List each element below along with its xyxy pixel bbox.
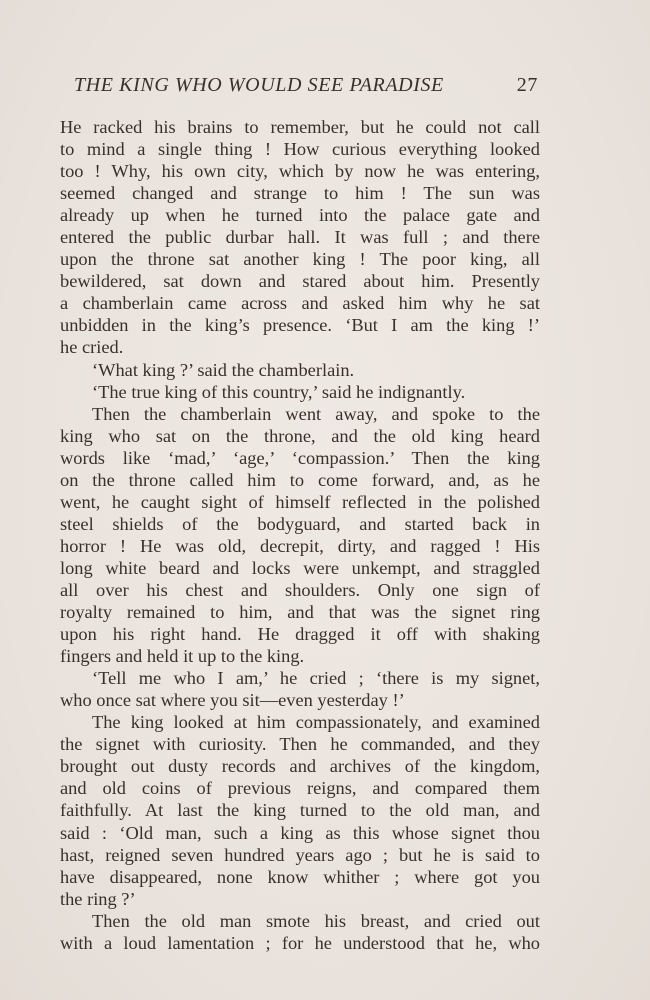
text-line: have disappeared, none know whither ; where got you [60,866,540,887]
text-line: said : ‘Old man, such a king as this whose signet thou [60,822,540,843]
text-line: fingers and held it up to the king. [60,646,305,667]
text-line: Then the chamberlain went away, and spoke to the [92,403,540,424]
text-line: went, he caught sight of himself reflected in the polished [60,491,540,512]
text-line: on the throne called him to come forward, and, as he [60,469,540,490]
text-line: seemed changed and strange to him ! The sun was [60,183,540,204]
text-line: The king looked at him compassionately, and examined [92,712,540,733]
text-line: upon the throne sat another king ! The poor king, all [60,249,540,270]
text-line: steel shields of the bodyguard, and started back in [60,513,540,534]
text-line: faithfully. At last the king turned to the old man, and [60,800,540,821]
text-line: already up when he turned into the palace gate and [60,205,540,226]
text-line: he cried. [60,337,124,358]
text-line: all over his chest and shoulders. Only one sign of [60,579,540,600]
text-line: who once sat where you sit—even yesterday !’ [60,690,405,711]
text-line: Then the old man smote his breast, and cried out [92,910,540,931]
text-line: brought out dusty records and archives of the kingdom, [60,756,540,777]
text-line: the signet with curiosity. Then he commanded, and they [60,734,540,755]
text-line: horror ! He was old, decrepit, dirty, and ragged ! His [60,535,540,556]
text-line: king who sat on the throne, and the old king heard [60,425,540,446]
text-line: with a loud lamentation ; for he understood that he, who [60,932,540,953]
text-line: upon his right hand. He dragged it off with shaking [60,624,540,645]
text-line: to mind a single thing ! How curious everything looked [60,139,540,160]
text-line: and old coins of previous reigns, and compared them [60,778,540,799]
text-line: entered the public durbar hall. It was full ; and there [60,227,540,248]
text-line: words like ‘mad,’ ‘age,’ ‘compassion.’ Then the king [60,447,540,468]
text-line: a chamberlain came across and asked him why he sat [60,293,540,314]
text-line: royalty remained to him, and that was the signet ring [60,602,540,623]
running-title: THE KING WHO WOULD SEE PARADISE [74,74,444,96]
page-number: 27 [516,74,538,96]
text-line: ‘What king ?’ said the chamberlain. [92,359,355,380]
text-line: unbidden in the king’s presence. ‘But I am the king !’ [60,315,540,336]
text-line: the ring ?’ [60,888,136,909]
text-line: long white beard and locks were unkempt, and straggled [60,557,540,578]
running-header [74,74,538,97]
body-text [60,116,540,954]
text-line: too ! Why, his own city, which by now he was entering, [60,161,540,182]
text-line: bewildered, sat down and stared about him. Presently [60,271,540,292]
text-line: He racked his brains to remember, but he could not call [60,117,540,137]
text-line: ‘Tell me who I am,’ he cried ; ‘there is my signet, [92,668,540,689]
text-line: ‘The true king of this country,’ said he indignantly. [92,381,466,402]
text-line: hast, reigned seven hundred years ago ; but he is said to [60,844,540,865]
